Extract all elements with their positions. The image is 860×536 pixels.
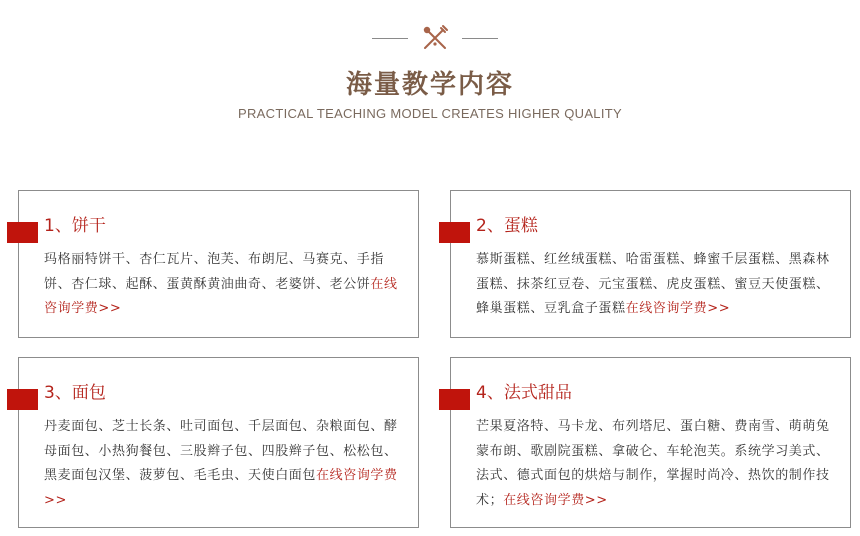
section-header xyxy=(0,0,860,140)
card-marker xyxy=(7,389,38,410)
card-title: 4、法式甜品 xyxy=(476,383,572,403)
card-description: 玛格丽特饼干、杏仁瓦片、泡芙、布朗尼、马赛克、手指饼、杏仁球、起酥、蛋黄酥黄油曲奇、老婆饼、老公饼 xyxy=(44,252,385,292)
divider-right xyxy=(462,38,498,39)
header-decoration xyxy=(372,24,498,52)
page-subtitle: PRACTICAL TEACHING MODEL CREATES HIGHER QUALITY xyxy=(238,106,622,121)
card-marker xyxy=(439,389,470,410)
card-title: 1、饼干 xyxy=(44,216,106,236)
card-description: 慕斯蛋糕、红丝绒蛋糕、哈雷蛋糕、蜂蜜千层蛋糕、黑森林蛋糕、抹茶红豆卷、元宝蛋糕、虎皮蛋糕、蜜豆天使蛋糕、蜂巢蛋糕、豆乳盒子蛋糕 xyxy=(476,252,830,316)
consult-fee-link[interactable]: 在线咨询学费>> xyxy=(44,276,398,316)
card-marker xyxy=(7,222,38,243)
card-marker xyxy=(439,222,470,243)
card-body xyxy=(476,248,832,322)
card-title: 3、面包 xyxy=(44,383,106,403)
card-body xyxy=(44,248,400,322)
card-title: 2、蛋糕 xyxy=(476,216,538,236)
course-card-cookies xyxy=(18,190,419,338)
card-description: 丹麦面包、芝士长条、吐司面包、千层面包、杂粮面包、酵母面包、小热狗餐包、三股辫子包、四股辫子包、松松包、黑麦面包汉堡、菠萝包、毛毛虫、天使白面包 xyxy=(44,419,398,483)
consult-fee-link[interactable]: 在线咨询学费>> xyxy=(503,492,608,508)
course-card-cakes xyxy=(450,190,851,338)
card-description: 芒果夏洛特、马卡龙、布列塔尼、蛋白糖、费南雪、萌萌兔蒙布朗、歌剧院蛋糕、拿破仑、车轮泡芙。系统学习美式、法式、德式面包的烘焙与制作，掌握时尚冷、热饮的制作技术； xyxy=(476,419,830,508)
page-title: 海量教学内容 xyxy=(345,70,514,100)
consult-fee-link[interactable]: 在线咨询学费>> xyxy=(44,468,398,508)
baking-tools-icon xyxy=(421,24,449,52)
divider-left xyxy=(372,38,408,39)
card-body xyxy=(476,415,832,513)
consult-fee-link[interactable]: 在线咨询学费>> xyxy=(625,301,731,316)
course-card-french-desserts xyxy=(450,357,851,528)
course-card-bread xyxy=(18,357,419,528)
card-body xyxy=(44,415,400,513)
